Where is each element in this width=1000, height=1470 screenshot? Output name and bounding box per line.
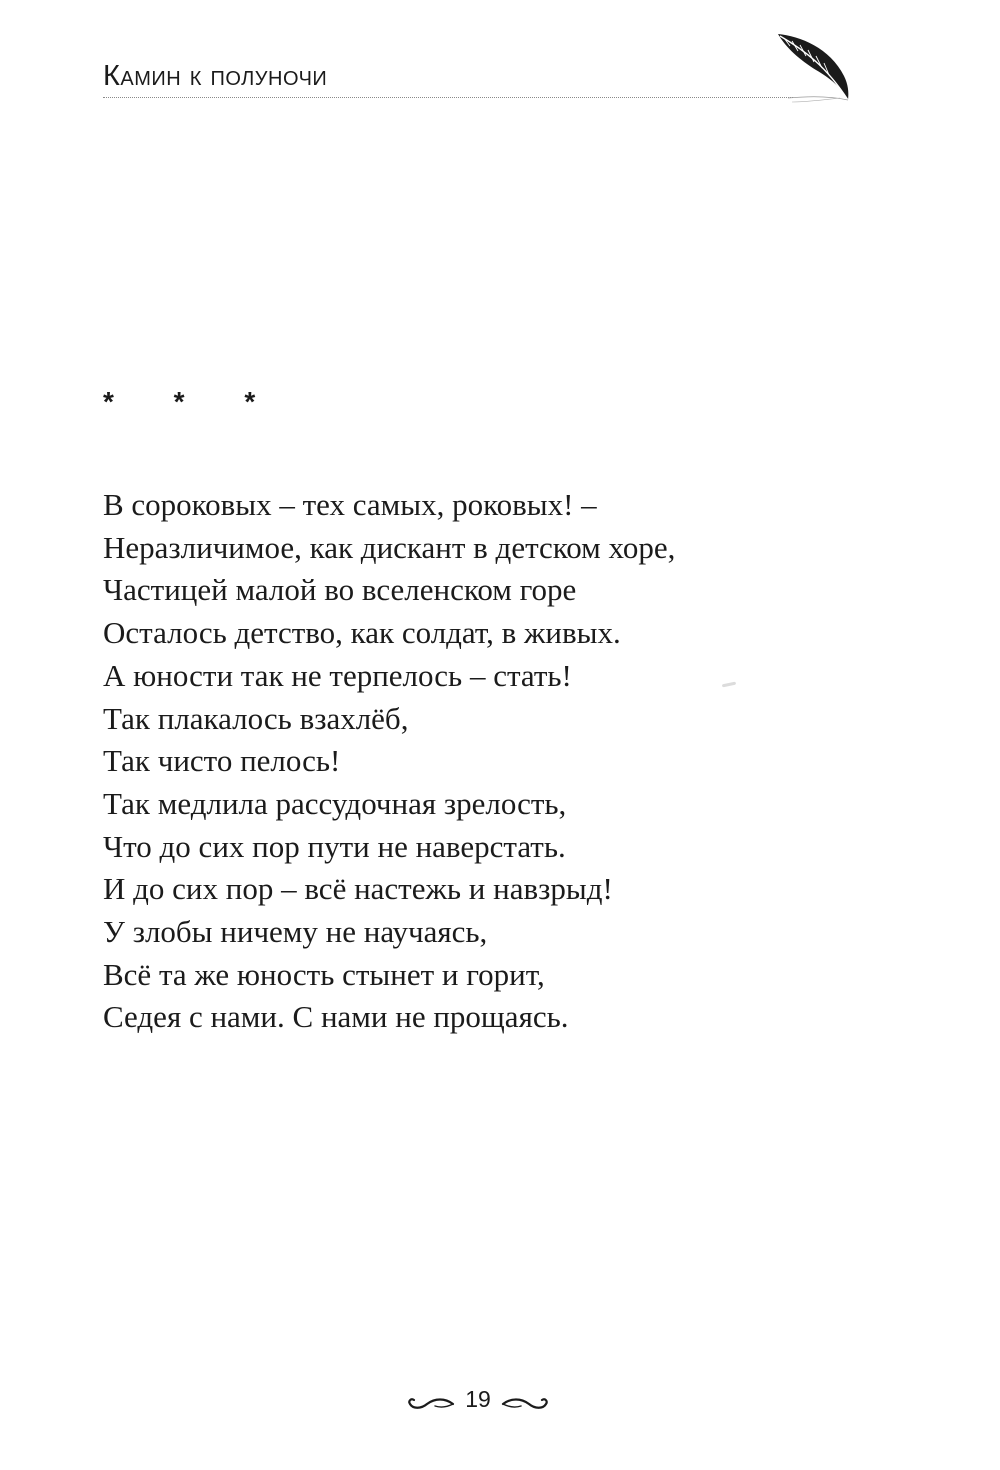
feather-quill-icon bbox=[770, 26, 852, 106]
stanza-separator: * * * bbox=[103, 386, 282, 417]
book-title: Камин к полуночи bbox=[103, 60, 328, 92]
page-number: 19 bbox=[465, 1386, 491, 1412]
poem-line: Так плакалось взахлёб, bbox=[103, 700, 409, 736]
poem-line: У злобы ничему не научаясь, bbox=[103, 914, 488, 950]
running-header bbox=[103, 58, 863, 106]
poem-line: А юности так не терпелось – стать! bbox=[103, 657, 572, 693]
page-footer bbox=[405, 1386, 551, 1426]
poem-line: И до сих пор – всё настежь и навзрыд! bbox=[103, 871, 613, 907]
poem-line: Всё та же юность стынет и горит, bbox=[103, 956, 545, 992]
poem-line: Осталось детство, как солдат, в живых. bbox=[103, 615, 621, 651]
poem-line: Так медлила рассудочная зрелость, bbox=[103, 785, 567, 821]
swirl-ornament-icon bbox=[501, 1395, 551, 1413]
poem-line: Седея с нами. С нами не прощаясь. bbox=[103, 999, 569, 1035]
poem-line: Что до сих пор пути не наверстать. bbox=[103, 828, 566, 864]
poem-line: Так чисто пелось! bbox=[103, 743, 341, 779]
header-dotted-rule bbox=[103, 97, 793, 98]
poem-line: В сороковых – тех самых, роковых! – bbox=[103, 487, 597, 522]
swirl-ornament-icon bbox=[405, 1395, 455, 1413]
poem-line: Неразличимое, как дискант в детском хоре, bbox=[103, 529, 676, 565]
poem-line: Частицей малой во вселенском горе bbox=[103, 572, 577, 608]
poem-body bbox=[103, 484, 903, 1039]
